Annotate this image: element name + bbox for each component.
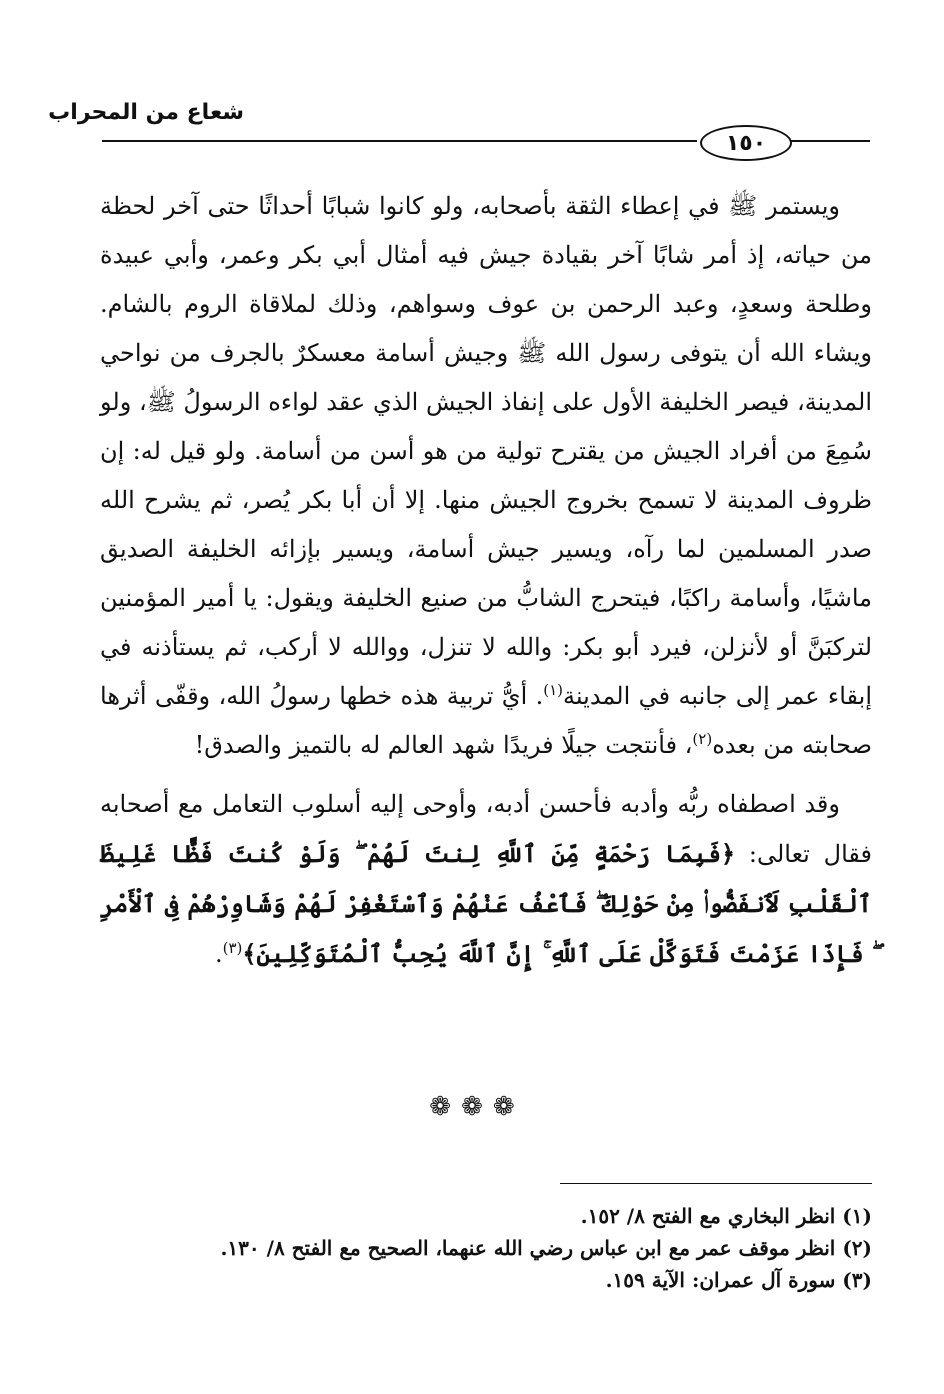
- running-title: شعاع من المحراب: [48, 100, 244, 125]
- paragraph-1-text: ويستمر ﷺ في إعطاء الثقة بأصحابه، ولو كانوا شبابًا أحداثًا حتى آخر لحظة من حياته، إذ أمر شابًا آخر بقيادة جيش فيه أمثال أبي بكر وعمر، وأبي عبيدة وطلحة وسعدٍ، وعبد الرحمن بن عوف وسواهم، وذلك لملاقاة الروم بالشام. ويشاء الله أن يتوفى رسول الله ﷺ وجيش أسامة معسكرٌ بالجرف من نواحي المدينة، فيصر الخليفة الأول على إنفاذ الجيش الذي عقد لواءه الرسولُ ﷺ، ولو سُمِعَ من أفراد الجيش من يقترح تولية من هو أسن من أسامة. ولو قيل له: إن ظروف المدينة لا تسمح بخروج الجيش منها. إلا أن أبا بكر يُصر، ثم يشرح الله صدر المسلمين لما رآه، ويسير جيش أسامة، ويسير بإزائه الخليفة الصديق ماشيًا، وأسامة راكبًا، فيتحرج الشابُّ من صنيع الخليفة ويقول: يا أمير المؤمنين لتركبَنَّ أو لأنزلن، فيرد أبو بكر: والله لا تنزل، ووالله لا أركب، ثم يستأذنه في إبقاء عمر إلى جانبه في المدينة: [100, 192, 872, 710]
- header-rule: [102, 140, 697, 142]
- section-ornaments: [0, 1092, 944, 1122]
- flower-ornament-icon: ❁: [461, 1092, 483, 1122]
- footnote-ref-2: (٢): [692, 730, 713, 748]
- footnote-rule: [560, 1183, 872, 1184]
- body-text: [100, 182, 872, 979]
- paragraph-1-text-b: . أيُّ تربية هذه خطها رسولُ الله، وقفّى أثرها صحابته من بعده: [100, 682, 872, 759]
- paragraph-1: [100, 182, 872, 770]
- footnote-ref-1: (١): [543, 681, 564, 699]
- header-rule-right: [790, 140, 870, 142]
- footnote-2: (٢) انظر موقف عمر مع ابن عباس رضي الله عنهما، الصحيح مع الفتح ٨/ ١٣٠.: [220, 1236, 872, 1260]
- flower-ornament-icon: ❁: [492, 1092, 515, 1122]
- flower-ornament-icon: ❁: [429, 1092, 452, 1122]
- footnotes: [220, 1200, 872, 1296]
- footnote-ref-3: (٣): [222, 939, 243, 957]
- footnote-1: (١) انظر البخاري مع الفتح ٨/ ١٥٢.: [580, 1204, 872, 1228]
- paragraph-2: [100, 780, 872, 979]
- quran-verse: ﴿فَبِمَا رَحْمَةٍ مِّنَ ٱللَّهِ لِنتَ لَهُمْ ۖ وَلَوْ كُنتَ فَظًّا غَلِيظَ ٱلْقَلْبِ لَٱنفَضُّوا۟ مِنْ حَوْلِكَ ۖ فَٱعْفُ عَنْهُمْ وَٱسْتَغْفِرْ لَهُمْ وَشَاوِرْهُمْ فِى ٱلْأَمْرِ ۖ فَإِذَا عَزَمْتَ فَتَوَكَّلْ عَلَى ٱللَّهِ ۚ إِنَّ ٱللَّهَ يُحِبُّ ٱلْمُتَوَكِّلِينَ﴾: [100, 839, 872, 968]
- footnote-3: (٣) سورة آل عمران: الآية ١٥٩.: [605, 1268, 872, 1292]
- paragraph-2-end: .: [214, 940, 223, 968]
- paragraph-1-text-c: ، فأنتجت جيلًا فريدًا شهد العالم له بالتميز والصدق!: [194, 731, 693, 759]
- paragraph-2-intro: وقد اصطفاه ربُّه وأدبه فأحسن أدبه، وأوحى إليه أسلوب التعامل مع أصحابه فقال تعالى:: [100, 790, 873, 868]
- page-number: ١٥٠: [700, 125, 792, 161]
